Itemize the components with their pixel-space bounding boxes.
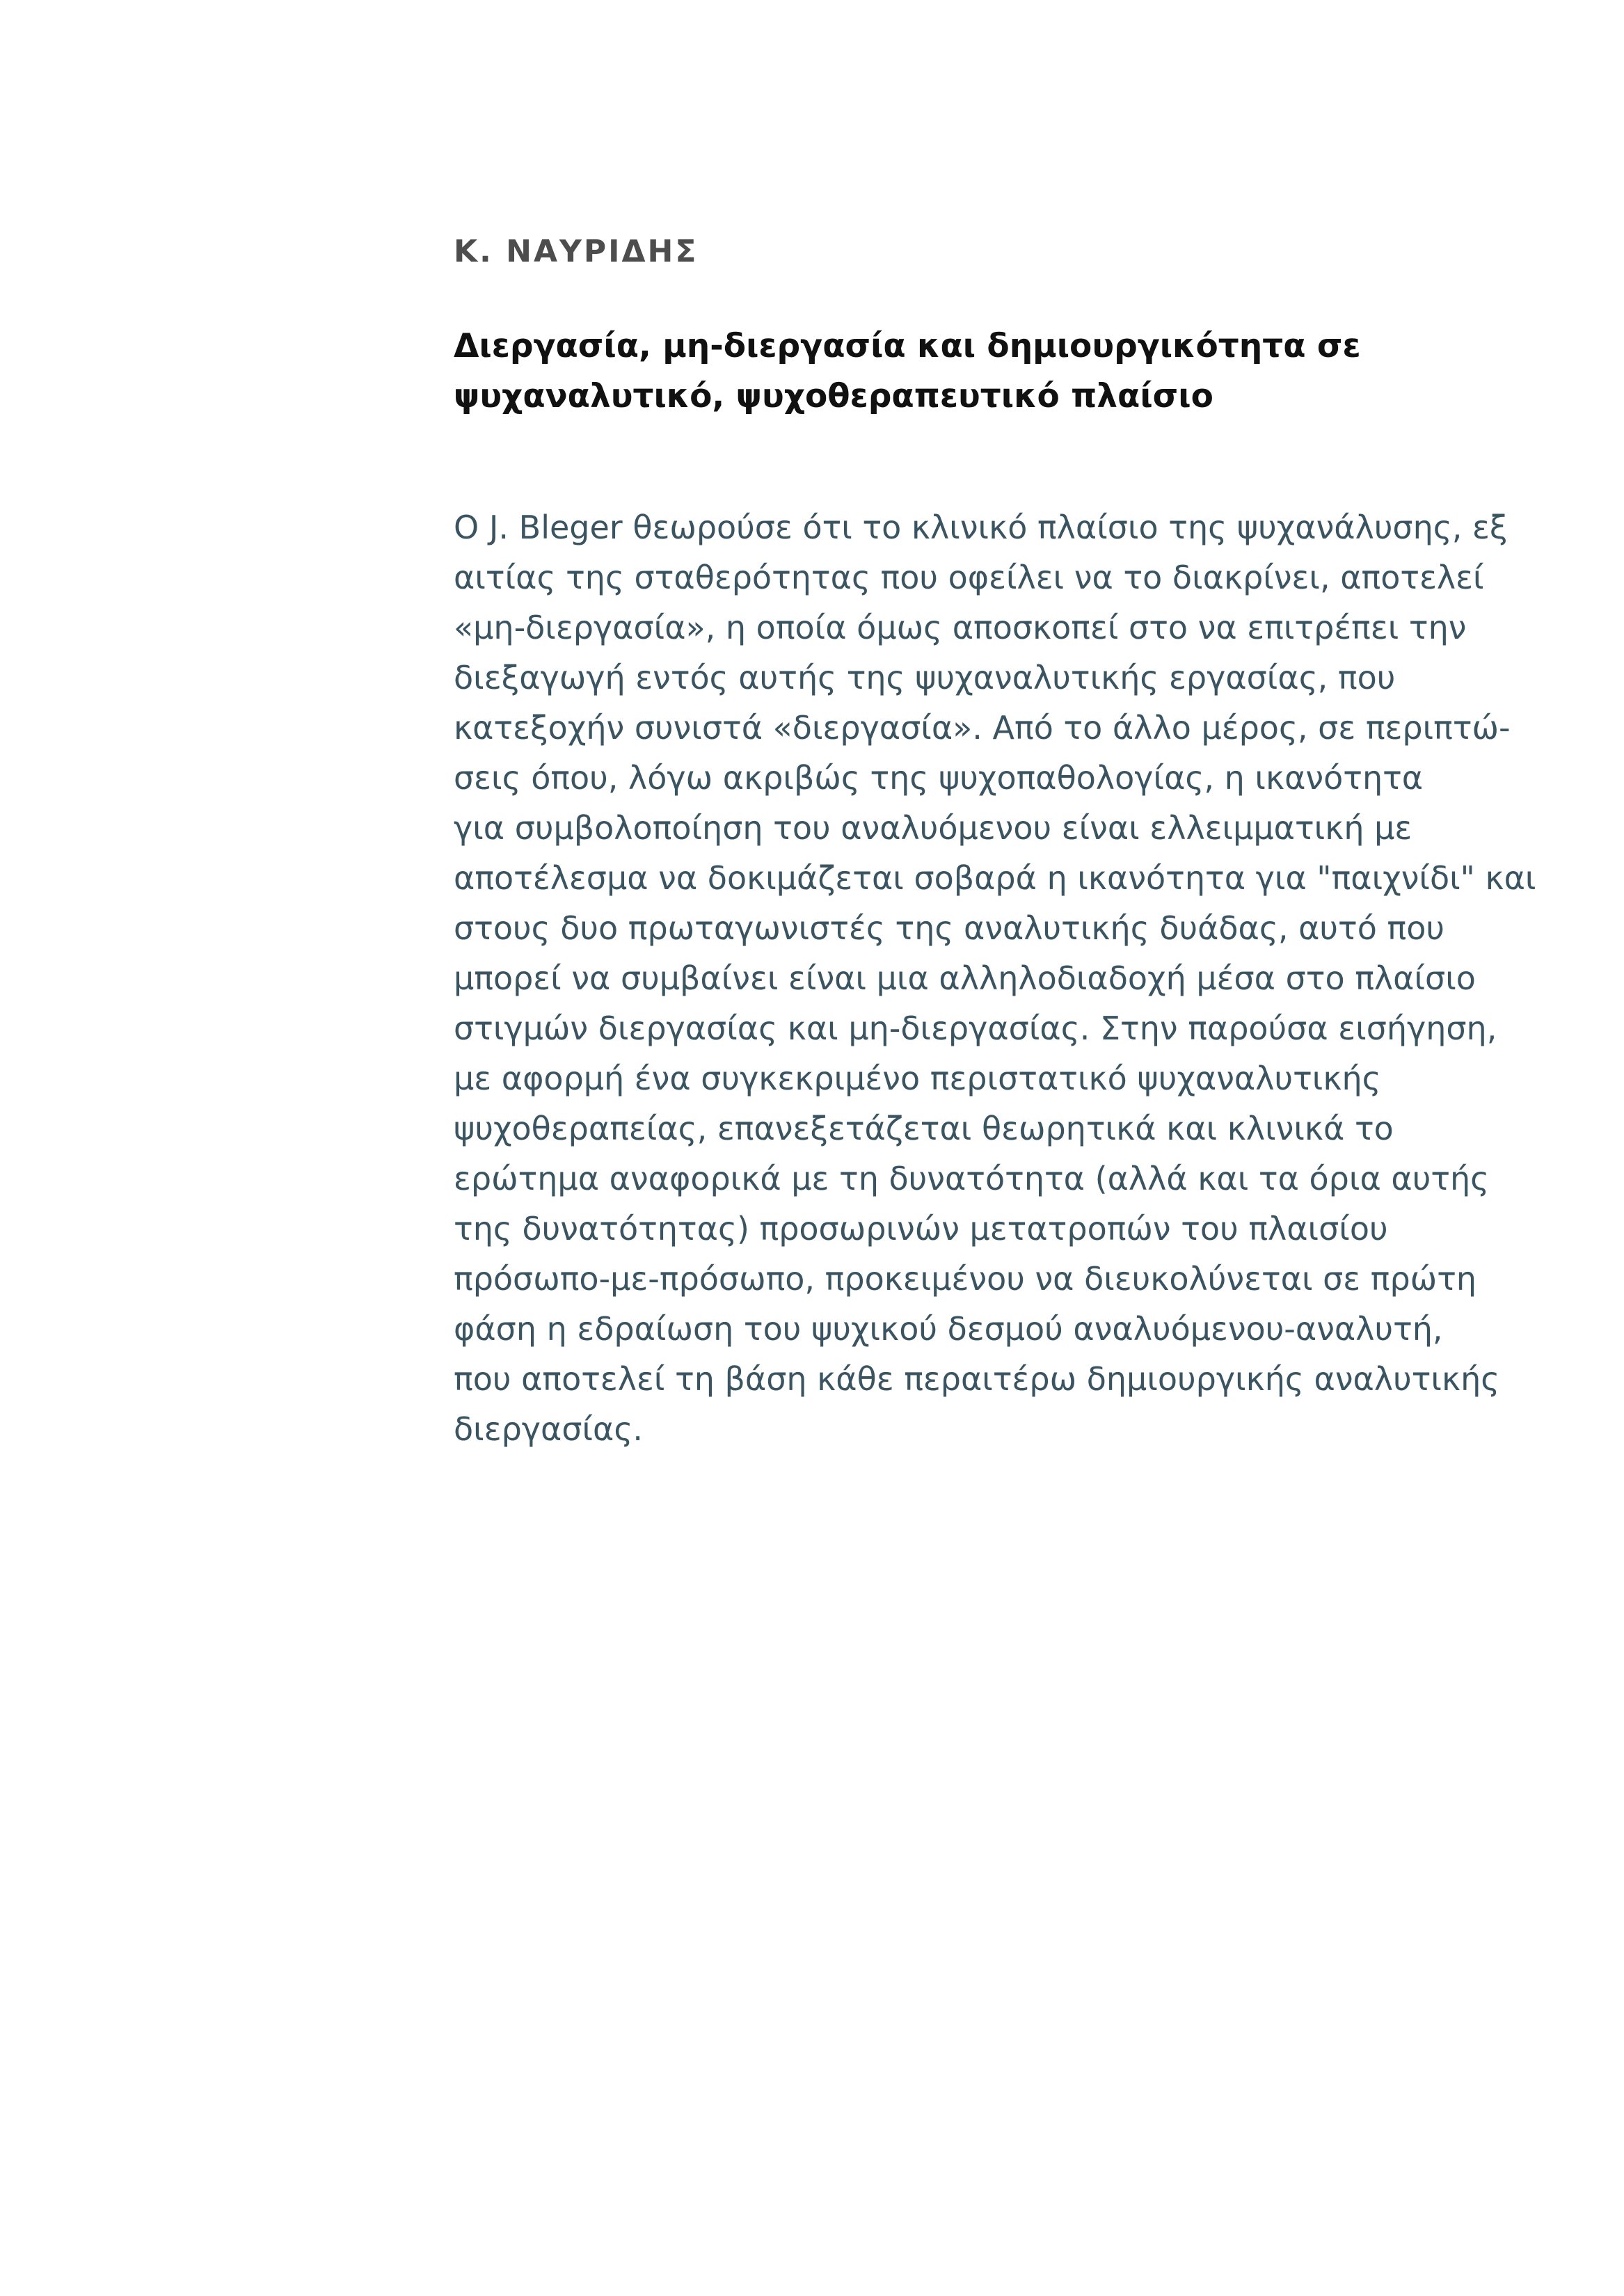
abstract-line: ψυχοθεραπείας, επανεξετάζεται θεωρητικά και κλινικά το bbox=[454, 1110, 1394, 1147]
title-line: ψυχαναλυτικό, ψυχοθεραπευτικό πλαίσιο bbox=[454, 377, 1213, 415]
abstract-line: ερώτημα αναφορικά με τη δυνατότητα (αλλά και τα όρια αυτής bbox=[454, 1160, 1490, 1197]
abstract-line: στους δυο πρωταγωνιστές της αναλυτικής δυάδας, αυτό που bbox=[454, 909, 1444, 947]
abstract-line: για συμβολοποίηση του αναλυόμενου είναι ελλειμματική με bbox=[454, 809, 1412, 847]
author-name: Κ. ΝΑΥΡΙΔΗΣ bbox=[454, 234, 699, 269]
abstract-line: αιτίας της σταθερότητας που οφείλει να το διακρίνει, αποτελεί bbox=[454, 559, 1484, 596]
abstract-line: διεργασίας. bbox=[454, 1410, 643, 1448]
abstract-line: Ο J. Bleger θεωρούσε ότι το κλινικό πλαίσιο της ψυχανάλυσης, εξ bbox=[454, 509, 1508, 546]
abstract-line: σεις όπου, λόγω ακριβώς της ψυχοπαθολογίας, η ικανότητα bbox=[454, 759, 1424, 797]
abstract-line: της δυνατότητας) προσωρινών μετατροπών του πλαισίου bbox=[454, 1210, 1388, 1247]
abstract-line: αποτέλεσμα να δοκιμάζεται σοβαρά η ικανότητα για "παιχνίδι" και bbox=[454, 859, 1536, 897]
abstract-line: μπορεί να συμβαίνει είναι μια αλληλοδιαδοχή μέσα στο πλαίσιο bbox=[454, 959, 1476, 997]
abstract-line: κατεξοχήν συνιστά «διεργασία». Από το άλλο μέρος, σε περιπτώ- bbox=[454, 709, 1511, 747]
abstract-line: που αποτελεί τη βάση κάθε περαιτέρω δημιουργικής αναλυτικής bbox=[454, 1360, 1500, 1398]
abstract-line: με αφορμή ένα συγκεκριμένο περιστατικό ψυχαναλυτικής bbox=[454, 1060, 1381, 1097]
abstract-line: φάση η εδραίωση του ψυχικού δεσμού αναλυόμενου-αναλυτή, bbox=[454, 1310, 1443, 1348]
abstract-line: διεξαγωγή εντός αυτής της ψυχαναλυτικής εργασίας, που bbox=[454, 659, 1396, 696]
abstract-line: πρόσωπο-με-πρόσωπο, προκειμένου να διευκολύνεται σε πρώτη bbox=[454, 1260, 1477, 1298]
abstract-text bbox=[454, 502, 1595, 1454]
abstract-line: στιγμών διεργασίας και μη-διεργασίας. Στην παρούσα εισήγηση, bbox=[454, 1010, 1497, 1047]
article-title bbox=[454, 321, 1567, 422]
abstract-line: «μη-διεργασία», η οποία όμως αποσκοπεί στο να επιτρέπει την bbox=[454, 609, 1467, 646]
title-line: Διεργασία, μη-διεργασία και δημιουργικότητα σε bbox=[454, 327, 1361, 365]
